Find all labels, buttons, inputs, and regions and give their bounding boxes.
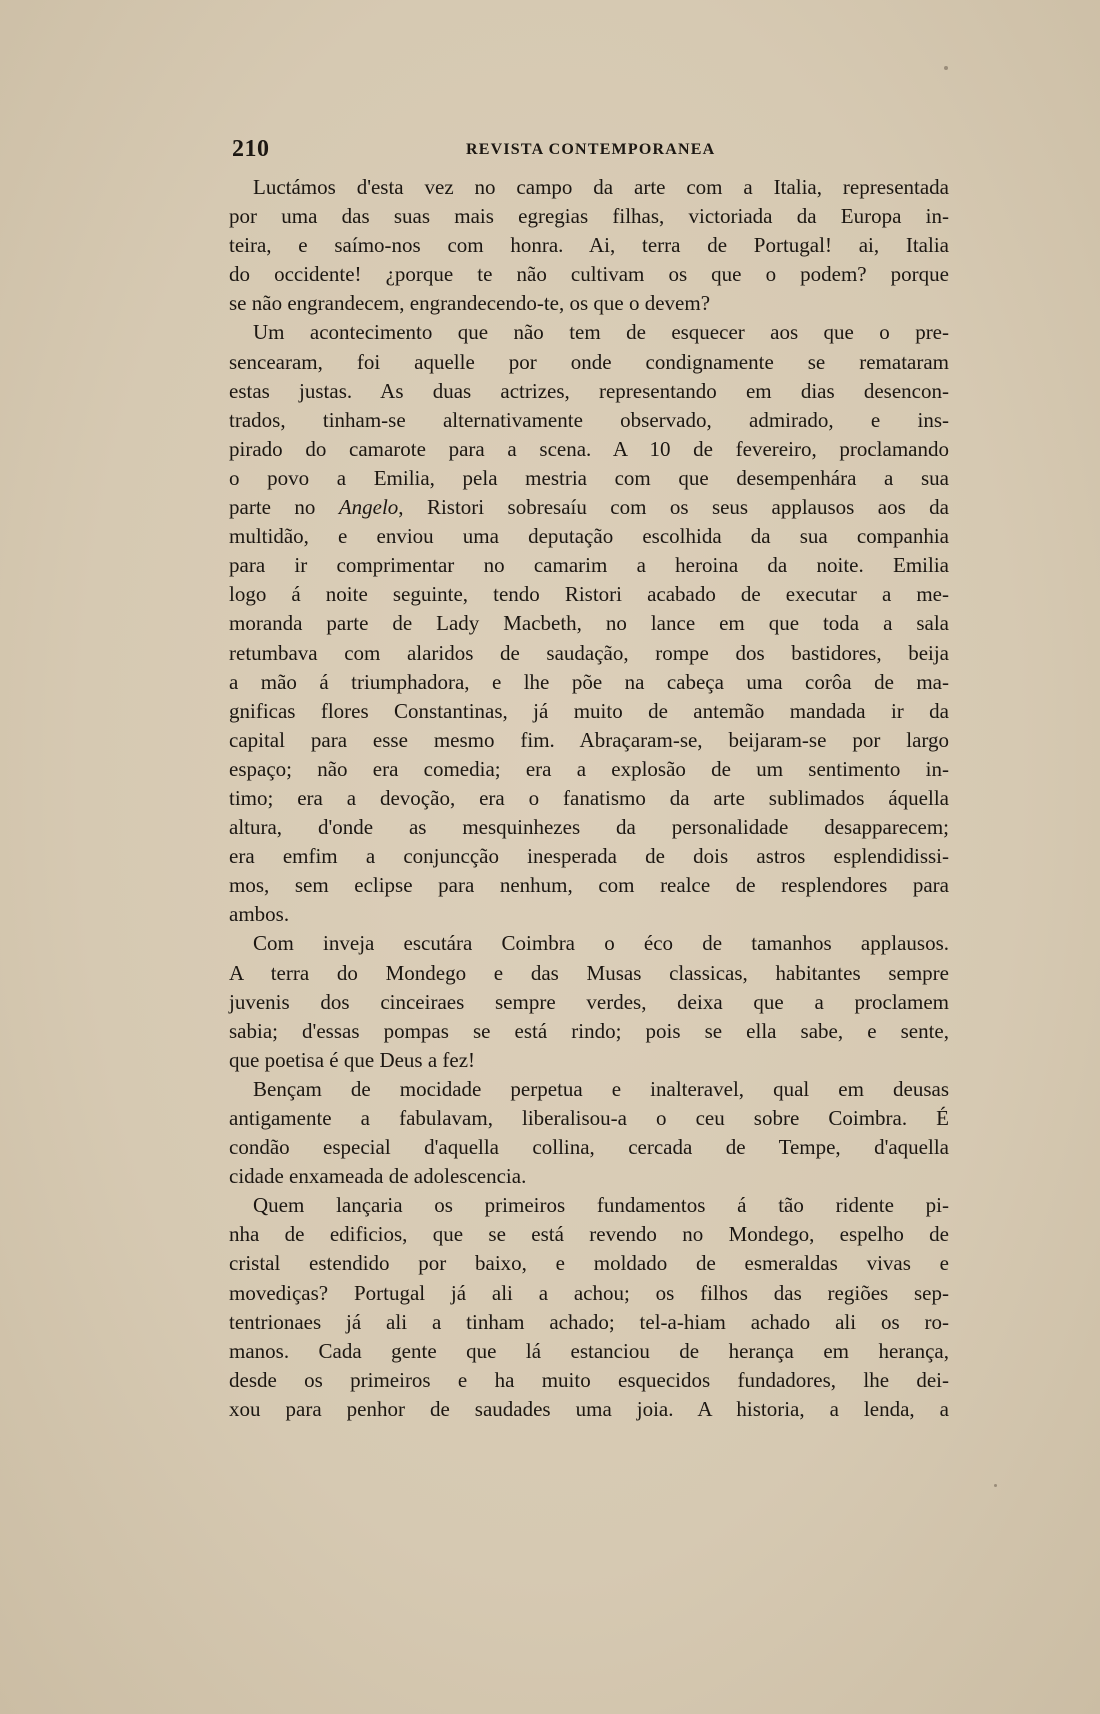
- text-line: timo; era a devoção, era o fanatismo da arte sublimados áquella: [229, 785, 949, 810]
- text-line: cidade enxameada de adolescencia.: [229, 1164, 527, 1189]
- text-line: A terra do Mondego e das Musas classicas, habitantes sempre: [229, 960, 949, 985]
- text-line: ambos.: [229, 902, 290, 927]
- text-line: se não engrandecem, engrandecendo-te, os que o devem?: [229, 291, 711, 316]
- text-line: por uma das suas mais egregias filhas, victoriada da Europa in-: [229, 204, 949, 229]
- text-line: antigamente a fabulavam, liberalisou-a o ceu sobre Coimbra. É: [229, 1106, 949, 1130]
- text-line: estas justas. As duas actrizes, representando em dias desencon-: [229, 378, 949, 403]
- text-line: espaço; não era comedia; era a explosão de um sentimento in-: [229, 756, 949, 781]
- text-line: o povo a Emilia, pela mestria com que desempenhára a sua: [229, 465, 949, 490]
- text-line: parte no Angelo, Ristori sobresaíu com os seus applausos aos da: [229, 495, 949, 520]
- text-line: retumbava com alaridos de saudação, rompe dos bastidores, beija: [229, 640, 949, 665]
- page-header: [232, 136, 952, 164]
- text-line: manos. Cada gente que lá estanciou de herança em herança,: [229, 1338, 949, 1363]
- paper-speck: [944, 66, 948, 70]
- text-line: a mão á triumphadora, e lhe põe na cabeça uma corôa de ma-: [229, 669, 949, 694]
- text-line: do occidente! ¿porque te não cultivam os que o podem? porque: [229, 262, 949, 287]
- text-line: juvenis dos cinceiraes sempre verdes, deixa que a proclamem: [229, 989, 949, 1014]
- text-line: gnificas flores Constantinas, já muito de antemão mandada ir da: [229, 698, 949, 723]
- body-text: [229, 173, 949, 1424]
- text-line: sabia; d'essas pompas se está rindo; pois se ella sabe, e sente,: [229, 1018, 949, 1043]
- text-line: tentrionaes já ali a tinham achado; tel-a-hiam achado ali os ro-: [229, 1309, 949, 1334]
- text-line: sencearam, foi aquelle por onde condignamente se remataram: [229, 349, 949, 374]
- text-line: era emfim a conjuncção inesperada de dois astros esplendidissi-: [229, 844, 949, 869]
- text-line: capital para esse mesmo fim. Abraçaram-se, beijaram-se por largo: [229, 727, 949, 752]
- text-line: movediças? Portugal já ali a achou; os filhos das regiões sep-: [229, 1280, 949, 1305]
- text-line: trados, tinham-se alternativamente observado, admirado, e ins-: [229, 407, 949, 432]
- text-line: multidão, e enviou uma deputação escolhida da sua companhia: [229, 524, 949, 549]
- page-number: 210: [232, 136, 270, 162]
- text-line: teira, e saímo-nos com honra. Ai, terra de Portugal! ai, Italia: [229, 233, 949, 258]
- paper-speck: [994, 1484, 997, 1487]
- text-line: Com inveja escutára Coimbra o éco de tamanhos applausos.: [253, 931, 949, 956]
- running-title: REVISTA CONTEMPORANEA: [466, 141, 716, 158]
- text-line: para ir comprimentar no camarim a heroina da noite. Emilia: [229, 553, 949, 578]
- text-line: Um acontecimento que não tem de esquecer aos que o pre-: [253, 320, 949, 345]
- text-line: condão especial d'aquella collina, cercada de Tempe, d'aquella: [229, 1135, 949, 1160]
- text-line: cristal estendido por baixo, e moldado de esmeraldas vivas e: [229, 1251, 949, 1276]
- text-line: nha de edificios, que se está revendo no Mondego, espelho de: [229, 1222, 949, 1247]
- text-line: moranda parte de Lady Macbeth, no lance em que toda a sala: [229, 611, 949, 636]
- text-line: xou para penhor de saudades uma joia. A historia, a lenda, a: [229, 1396, 949, 1421]
- text-line: altura, d'onde as mesquinhezes da personalidade desapparecem;: [229, 815, 949, 840]
- text-line: Luctámos d'esta vez no campo da arte com a Italia, representada: [253, 175, 949, 199]
- text-line: desde os primeiros e ha muito esquecidos fundadores, lhe dei-: [229, 1367, 949, 1392]
- text-line: Bençam de mocidade perpetua e inalteravel, qual em deusas: [253, 1076, 949, 1101]
- text-line: que poetisa é que Deus a fez!: [229, 1047, 476, 1072]
- text-line: Quem lançaria os primeiros fundamentos á tão ridente pi-: [253, 1193, 949, 1218]
- text-line: logo á noite seguinte, tendo Ristori acabado de executar a me-: [229, 582, 949, 607]
- text-line: mos, sem eclipse para nenhum, com realce de resplendores para: [229, 873, 949, 898]
- play-title: Angelo: [338, 495, 399, 520]
- text-line: pirado do camarote para a scena. A 10 de fevereiro, proclamando: [229, 436, 949, 461]
